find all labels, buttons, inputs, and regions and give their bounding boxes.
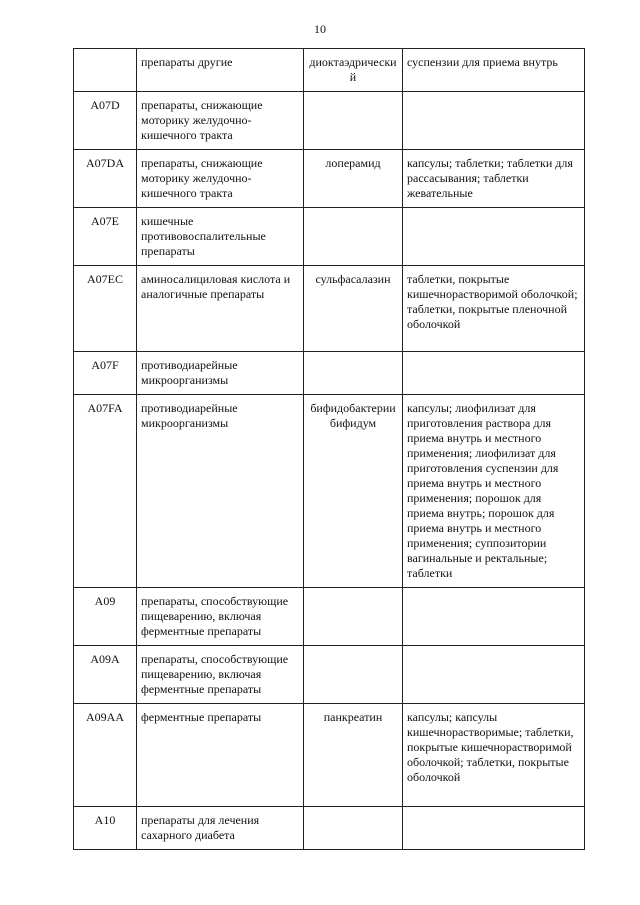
group-name-cell: препараты другие — [137, 49, 304, 92]
dosage-form-cell: суспензии для приема внутрь — [403, 49, 585, 92]
atc-code-cell: A10 — [74, 807, 137, 850]
dosage-form-cell — [403, 807, 585, 850]
dosage-form-cell — [403, 92, 585, 150]
dosage-form-cell — [403, 646, 585, 704]
inn-cell: лоперамид — [304, 150, 403, 208]
inn-cell — [304, 352, 403, 395]
dosage-form-cell: таблетки, покрытые кишечнорастворимой оболочкой; таблетки, покрытые пленочной оболочкой — [403, 266, 585, 352]
inn-cell — [304, 646, 403, 704]
group-name-cell: противодиарейные микроорганизмы — [137, 395, 304, 588]
atc-code-cell — [74, 49, 137, 92]
group-name-cell: препараты, снижающие моторику желудочно-кишечного тракта — [137, 92, 304, 150]
atc-code-cell: A07E — [74, 208, 137, 266]
dosage-form-cell: капсулы; капсулы кишечнорастворимые; таблетки, покрытые кишечнорастворимой оболочкой; таблетки, покрытые оболочкой — [403, 704, 585, 807]
table-row — [74, 150, 585, 208]
inn-cell: панкреатин — [304, 704, 403, 807]
table-row — [74, 646, 585, 704]
inn-cell: диоктаэдрический — [304, 49, 403, 92]
atc-code-cell: A09A — [74, 646, 137, 704]
group-name-cell: препараты, способствующие пищеварению, включая ферментные препараты — [137, 588, 304, 646]
table-row — [74, 208, 585, 266]
dosage-form-cell — [403, 208, 585, 266]
inn-cell: сульфасалазин — [304, 266, 403, 352]
dosage-form-cell: капсулы; таблетки; таблетки для рассасывания; таблетки жевательные — [403, 150, 585, 208]
table-body — [74, 49, 585, 850]
atc-code-cell: A07DA — [74, 150, 137, 208]
inn-cell — [304, 92, 403, 150]
group-name-cell: противодиарейные микроорганизмы — [137, 352, 304, 395]
group-name-cell: препараты, снижающие моторику желудочно-кишечного тракта — [137, 150, 304, 208]
atc-code-cell: A07D — [74, 92, 137, 150]
inn-cell — [304, 807, 403, 850]
dosage-form-cell — [403, 352, 585, 395]
dosage-form-cell — [403, 588, 585, 646]
table-row — [74, 395, 585, 588]
group-name-cell: препараты, способствующие пищеварению, включая ферментные препараты — [137, 646, 304, 704]
atc-code-cell: A07FA — [74, 395, 137, 588]
atc-code-cell: A09AA — [74, 704, 137, 807]
group-name-cell: кишечные противовоспалительные препараты — [137, 208, 304, 266]
inn-cell — [304, 588, 403, 646]
atc-code-cell: A07F — [74, 352, 137, 395]
inn-cell: бифидобактерии бифидум — [304, 395, 403, 588]
group-name-cell: препараты для лечения сахарного диабета — [137, 807, 304, 850]
table-row — [74, 807, 585, 850]
group-name-cell: ферментные препараты — [137, 704, 304, 807]
table-row — [74, 588, 585, 646]
group-name-cell: аминосалициловая кислота и аналогичные препараты — [137, 266, 304, 352]
table-row — [74, 92, 585, 150]
drug-classification-table — [73, 48, 585, 850]
atc-code-cell: A09 — [74, 588, 137, 646]
atc-code-cell: A07EC — [74, 266, 137, 352]
table-row — [74, 352, 585, 395]
table-row — [74, 266, 585, 352]
dosage-form-cell: капсулы; лиофилизат для приготовления раствора для приема внутрь и местного применения; лиофилизат для приготовления суспензии для приема внутрь и местного применения; порошок для приема внутрь; порошок для приема внутрь и местного применения; суппозитории вагинальные и ректальные; таблетки — [403, 395, 585, 588]
inn-cell — [304, 208, 403, 266]
table-row — [74, 704, 585, 807]
table-row — [74, 49, 585, 92]
page-number: 10 — [314, 22, 326, 36]
